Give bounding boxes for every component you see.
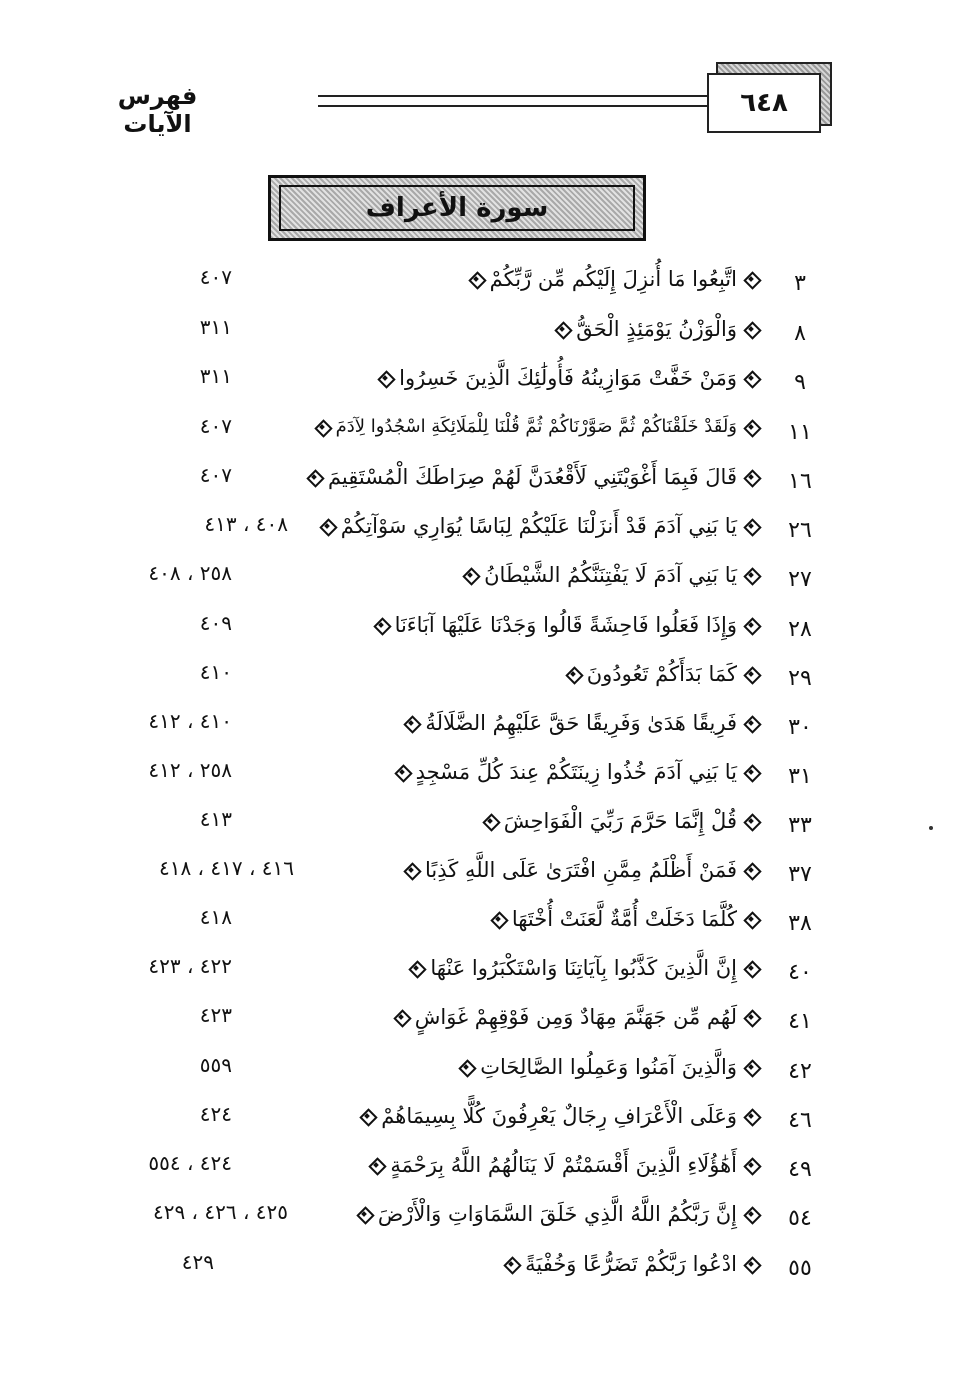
verse-row	[0, 1102, 954, 1142]
page-number: ٦٤٨	[707, 73, 821, 133]
verse-quote: وَإِذَا فَعَلُوا فَاحِشَةً قَالُوا وَجَدْنَا عَلَيْهَا آبَاءَنَا	[394, 613, 737, 637]
verse-quote: قُلْ إِنَّمَا حَرَّمَ رَبِّيَ الْفَوَاحِشَ	[503, 809, 737, 833]
verse-row	[0, 265, 954, 305]
verse-text	[458, 1055, 759, 1079]
bracket-ornament-icon	[743, 960, 759, 976]
bracket-ornament-icon	[356, 1206, 372, 1222]
bracket-ornament-icon	[468, 271, 484, 287]
verse-text	[408, 956, 759, 980]
verse-quote: وَالْوَزْنُ يَوْمَئِذٍ الْحَقُّ	[576, 317, 737, 341]
bracket-ornament-icon	[743, 1206, 759, 1222]
page-refs: ٤١٠ ، ٤١٢	[148, 709, 232, 733]
bracket-ornament-icon	[743, 469, 759, 485]
page-refs: ٢٥٨ ، ٤٠٨	[148, 561, 232, 585]
verse-quote: اتَّبِعُوا مَا أُنزِلَ إِلَيْكُم مِّن رَّبِّكُمْ	[489, 267, 737, 291]
verse-number: ١١	[788, 420, 812, 445]
bracket-ornament-icon	[743, 862, 759, 878]
verse-quote: وَعَلَى الْأَعْرَافِ رِجَالٌ يَعْرِفُونَ كُلًّا بِسِيمَاهُمْ	[381, 1104, 737, 1128]
verse-quote: يَا بَنِي آدَمَ قَدْ أَنزَلْنَا عَلَيْكُمْ لِبَاسًا يُوَارِي سَوْآتِكُمْ	[340, 514, 737, 538]
verse-number: ٣٨	[788, 911, 812, 936]
verse-text	[393, 1005, 759, 1029]
verse-row	[0, 709, 954, 749]
verse-number: ٤٠	[788, 960, 812, 985]
verse-number: ٣٣	[788, 813, 812, 838]
bracket-ornament-icon	[743, 321, 759, 337]
verse-text	[565, 662, 759, 686]
bracket-ornament-icon	[743, 813, 759, 829]
verse-number: ٣	[794, 271, 806, 296]
verse-quote: كَمَا بَدَأَكُمْ تَعُودُونَ	[586, 662, 737, 686]
page-refs: ٥٥٩	[199, 1053, 232, 1077]
bracket-ornament-icon	[403, 862, 419, 878]
verse-number: ٢٩	[788, 666, 812, 691]
bracket-ornament-icon	[565, 666, 581, 682]
verse-quote: وَلَقَدْ خَلَقْنَاكُمْ ثُمَّ صَوَّرْنَاكُمْ ثُمَّ قُلْنَا لِلْمَلَائِكَةِ اسْجُدُوا لِآدَمَ	[335, 416, 737, 437]
bracket-ornament-icon	[743, 567, 759, 583]
bracket-ornament-icon	[503, 1256, 519, 1272]
verse-text	[377, 366, 759, 390]
bracket-ornament-icon	[359, 1108, 375, 1124]
page-refs: ٤٢٤ ، ٥٥٤	[148, 1151, 232, 1175]
bracket-ornament-icon	[743, 911, 759, 927]
bracket-ornament-icon	[393, 1009, 409, 1025]
bracket-ornament-icon	[743, 1009, 759, 1025]
page-refs: ٣١١	[199, 315, 232, 339]
index-header-title: فهرس الآيات	[117, 82, 198, 138]
bracket-ornament-icon	[743, 1059, 759, 1075]
surah-title-frame	[268, 175, 646, 241]
bracket-ornament-icon	[462, 567, 478, 583]
bracket-ornament-icon	[743, 1256, 759, 1272]
verse-number: ٣٠	[788, 715, 812, 740]
bracket-ornament-icon	[314, 419, 330, 435]
verse-row	[0, 905, 954, 945]
bracket-ornament-icon	[743, 271, 759, 287]
page-refs: ٤٢٣	[199, 1003, 232, 1027]
verse-quote: ادْعُوا رَبَّكُمْ تَضَرُّعًا وَخُفْيَةً	[525, 1252, 737, 1276]
bracket-ornament-icon	[743, 617, 759, 633]
verse-text	[403, 711, 759, 735]
verse-quote: قَالَ فَبِمَا أَغْوَيْتَنِي لَأَقْعُدَنَّ لَهُمْ صِرَاطَكَ الْمُسْتَقِيمَ	[327, 465, 737, 489]
page-refs: ٤٠٧	[199, 265, 232, 289]
verse-row	[0, 1250, 954, 1290]
verse-row	[0, 1053, 954, 1093]
header-rule	[318, 95, 708, 107]
bracket-ornament-icon	[394, 764, 410, 780]
verse-quote: وَمَنْ خَفَّتْ مَوَازِينُهُ فَأُولَٰئِكَ الَّذِينَ خَسِرُوا	[399, 366, 737, 390]
verse-text	[368, 1153, 759, 1177]
verse-text	[554, 317, 759, 341]
page-refs: ٤٠٨ ، ٤١٣	[204, 512, 288, 536]
verse-text	[468, 267, 759, 291]
verse-row	[0, 660, 954, 700]
verse-text	[314, 416, 759, 437]
verse-row	[0, 414, 954, 454]
verse-text	[490, 907, 759, 931]
bracket-ornament-icon	[743, 764, 759, 780]
verse-number: ٤٩	[788, 1157, 812, 1182]
verse-text	[394, 760, 759, 784]
bracket-ornament-icon	[743, 1157, 759, 1173]
page-refs: ٤٠٧	[199, 463, 232, 487]
page-refs: ٤١٨	[199, 905, 232, 929]
surah-title: سورة الأعراف	[365, 193, 549, 223]
verse-number: ٤٢	[788, 1059, 812, 1084]
verse-row	[0, 807, 954, 847]
verse-number: ٩	[794, 370, 806, 395]
verse-text	[356, 1202, 759, 1226]
bracket-ornament-icon	[403, 715, 419, 731]
verse-quote: لَهُم مِّن جَهَنَّمَ مِهَادٌ وَمِن فَوْقِهِمْ غَوَاشٍ	[414, 1005, 737, 1029]
verse-row	[0, 1003, 954, 1043]
verse-number: ٢٦	[788, 518, 812, 543]
page-refs: ٢٥٨ ، ٤١٢	[148, 758, 232, 782]
page-refs: ٤٢٤	[199, 1102, 232, 1126]
bracket-ornament-icon	[743, 1108, 759, 1124]
verse-number: ٥٤	[788, 1206, 812, 1231]
verse-text	[319, 514, 759, 538]
verse-quote: إِنَّ رَبَّكُمُ اللَّهُ الَّذِي خَلَقَ السَّمَاوَاتِ وَالْأَرْضَ	[377, 1202, 737, 1226]
verse-row	[0, 315, 954, 355]
page-refs: ٤٢٥ ، ٤٢٦ ، ٤٢٩	[152, 1200, 288, 1224]
verse-row	[0, 856, 954, 896]
bracket-ornament-icon	[554, 321, 570, 337]
verse-row	[0, 463, 954, 503]
verse-quote: يَا بَنِي آدَمَ خُذُوا زِينَتَكُمْ عِندَ كُلِّ مَسْجِدٍ	[415, 760, 737, 784]
page-refs: ٤٠٧	[199, 414, 232, 438]
verse-quote: إِنَّ الَّذِينَ كَذَّبُوا بِآيَاتِنَا وَاسْتَكْبَرُوا عَنْهَا	[430, 956, 737, 980]
verse-number: ٥٥	[788, 1256, 812, 1281]
verse-row	[0, 364, 954, 404]
verse-text	[482, 809, 759, 833]
bracket-ornament-icon	[368, 1157, 384, 1173]
bracket-ornament-icon	[458, 1059, 474, 1075]
verse-text	[503, 1252, 759, 1276]
verse-number: ٤٦	[788, 1108, 812, 1133]
verse-row	[0, 561, 954, 601]
bracket-ornament-icon	[377, 370, 393, 386]
verse-quote: فَمَنْ أَظْلَمُ مِمَّنِ افْتَرَىٰ عَلَى اللَّهِ كَذِبًا	[425, 858, 737, 882]
page-refs: ٤٢٢ ، ٤٢٣	[148, 954, 232, 978]
bracket-ornament-icon	[482, 813, 498, 829]
page-refs: ٤٠٩	[199, 611, 232, 635]
verse-number: ٣٧	[788, 862, 812, 887]
verse-row	[0, 1151, 954, 1191]
verse-quote: فَرِيقًا هَدَىٰ وَفَرِيقًا حَقَّ عَلَيْهِمُ الضَّلَالَةُ	[425, 711, 737, 735]
verse-number: ٤١	[788, 1009, 812, 1034]
verse-row	[0, 1200, 954, 1240]
verse-number: ٣١	[788, 764, 812, 789]
verse-row	[0, 954, 954, 994]
verse-number: ٢٨	[788, 617, 812, 642]
bracket-ornament-icon	[319, 518, 335, 534]
bracket-ornament-icon	[306, 469, 322, 485]
page-refs: ٤١٦ ، ٤١٧ ، ٤١٨	[158, 856, 294, 880]
verse-text	[306, 465, 759, 489]
verse-quote: يَا بَنِي آدَمَ لَا يَفْتِنَنَّكُمُ الشَّيْطَانُ	[484, 563, 737, 587]
bracket-ornament-icon	[743, 715, 759, 731]
verse-number: ٨	[794, 321, 806, 346]
verse-number: ١٦	[788, 469, 812, 494]
bracket-ornament-icon	[743, 518, 759, 534]
bracket-ornament-icon	[408, 960, 424, 976]
verse-quote: كُلَّمَا دَخَلَتْ أُمَّةٌ لَّعَنَتْ أُخْتَهَا	[511, 907, 737, 931]
bracket-ornament-icon	[373, 617, 389, 633]
page-refs: ٣١١	[199, 364, 232, 388]
verse-number: ٢٧	[788, 567, 812, 592]
verse-quote: وَالَّذِينَ آمَنُوا وَعَمِلُوا الصَّالِحَاتِ	[480, 1055, 737, 1079]
verse-row	[0, 512, 954, 552]
surah-title-inner-frame	[279, 185, 635, 231]
page-refs: ٤١٣	[199, 807, 232, 831]
verse-row	[0, 611, 954, 651]
verse-text	[359, 1104, 759, 1128]
verse-text	[462, 563, 759, 587]
bracket-ornament-icon	[490, 911, 506, 927]
page-refs: ٤٢٩	[181, 1250, 214, 1274]
bracket-ornament-icon	[743, 370, 759, 386]
page-refs: ٤١٠	[199, 660, 232, 684]
verse-text	[403, 858, 759, 882]
bracket-ornament-icon	[743, 419, 759, 435]
verse-text	[373, 613, 759, 637]
bracket-ornament-icon	[743, 666, 759, 682]
verse-quote: أَهَٰؤُلَاءِ الَّذِينَ أَقْسَمْتُمْ لَا يَنَالُهُمُ اللَّهُ بِرَحْمَةٍ	[390, 1153, 737, 1177]
verse-row	[0, 758, 954, 798]
